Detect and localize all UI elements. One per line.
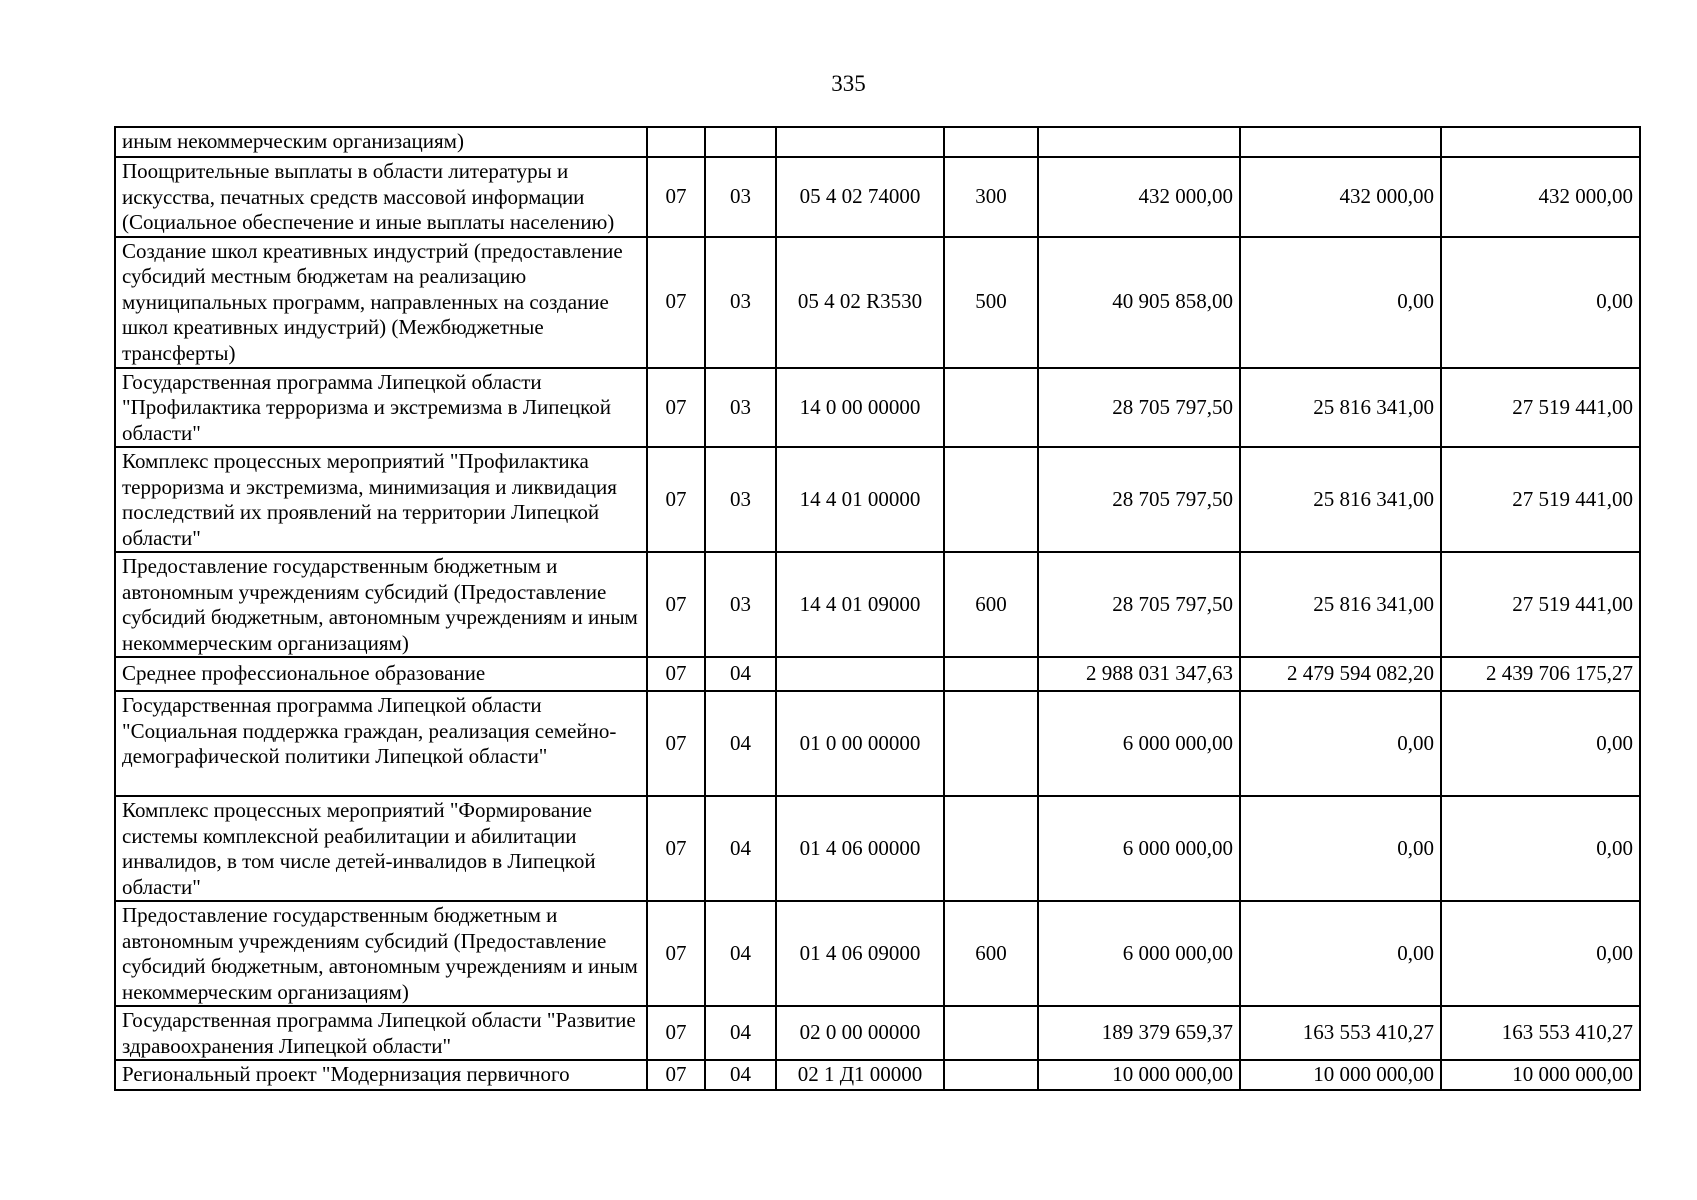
amount-year-2-cell: 432 000,00 xyxy=(1240,157,1441,237)
target-article-cell: 05 4 02 74000 xyxy=(776,157,944,237)
amount-year-1-cell: 6 000 000,00 xyxy=(1038,691,1240,796)
table-body xyxy=(115,127,1640,1090)
expense-type-cell: 600 xyxy=(944,552,1038,657)
target-article-cell: 14 0 00 00000 xyxy=(776,368,944,448)
row-name-cell: Государственная программа Липецкой области "Развитие здравоохранения Липецкой области" xyxy=(115,1006,647,1060)
subsection-cell: 04 xyxy=(705,657,776,691)
amount-year-2-cell: 0,00 xyxy=(1240,237,1441,368)
amount-year-2-cell: 0,00 xyxy=(1240,796,1441,901)
target-article-cell: 01 4 06 00000 xyxy=(776,796,944,901)
table-row xyxy=(115,552,1640,657)
amount-year-1-cell: 6 000 000,00 xyxy=(1038,796,1240,901)
subsection-cell: 03 xyxy=(705,552,776,657)
amount-year-3-cell: 27 519 441,00 xyxy=(1441,552,1640,657)
target-article-cell: 14 4 01 00000 xyxy=(776,447,944,552)
expense-type-cell xyxy=(944,1060,1038,1090)
subsection-cell: 03 xyxy=(705,447,776,552)
subsection-cell: 04 xyxy=(705,901,776,1006)
amount-year-2-cell: 25 816 341,00 xyxy=(1240,552,1441,657)
page-number: 335 xyxy=(831,71,866,96)
budget-table xyxy=(114,126,1641,1091)
row-name-cell: иным некоммерческим организациям) xyxy=(115,127,647,157)
amount-year-2-cell: 0,00 xyxy=(1240,691,1441,796)
section-cell: 07 xyxy=(647,657,705,691)
amount-year-2-cell xyxy=(1240,127,1441,157)
expense-type-cell: 500 xyxy=(944,237,1038,368)
row-name-cell: Комплекс процессных мероприятий "Профилактика терроризма и экстремизма, минимизация и ликвидация последствий их проявлений на территории Липецкой области" xyxy=(115,447,647,552)
table-row xyxy=(115,237,1640,368)
expense-type-cell xyxy=(944,368,1038,448)
amount-year-1-cell: 189 379 659,37 xyxy=(1038,1006,1240,1060)
target-article-cell: 05 4 02 R3530 xyxy=(776,237,944,368)
expense-type-cell: 600 xyxy=(944,901,1038,1006)
row-name-cell: Поощрительные выплаты в области литературы и искусства, печатных средств массовой информации (Социальное обеспечение и иные выплаты населению) xyxy=(115,157,647,237)
table-row xyxy=(115,691,1640,796)
expense-type-cell xyxy=(944,657,1038,691)
subsection-cell: 03 xyxy=(705,157,776,237)
amount-year-2-cell: 163 553 410,27 xyxy=(1240,1006,1441,1060)
row-name-cell: Региональный проект "Модернизация первичного xyxy=(115,1060,647,1090)
amount-year-1-cell: 432 000,00 xyxy=(1038,157,1240,237)
section-cell xyxy=(647,127,705,157)
row-name-cell: Предоставление государственным бюджетным и автономным учреждениям субсидий (Предоставление субсидий бюджетным, автономным учреждениям и иным некоммерческим организациям) xyxy=(115,552,647,657)
table-row xyxy=(115,127,1640,157)
amount-year-3-cell: 27 519 441,00 xyxy=(1441,368,1640,448)
expense-type-cell xyxy=(944,127,1038,157)
target-article-cell xyxy=(776,657,944,691)
section-cell: 07 xyxy=(647,237,705,368)
section-cell: 07 xyxy=(647,691,705,796)
table-row xyxy=(115,1060,1640,1090)
subsection-cell xyxy=(705,127,776,157)
amount-year-3-cell xyxy=(1441,127,1640,157)
amount-year-2-cell: 10 000 000,00 xyxy=(1240,1060,1441,1090)
amount-year-3-cell: 0,00 xyxy=(1441,691,1640,796)
subsection-cell: 04 xyxy=(705,1060,776,1090)
row-name-cell: Предоставление государственным бюджетным и автономным учреждениям субсидий (Предоставление субсидий бюджетным, автономным учреждениям и иным некоммерческим организациям) xyxy=(115,901,647,1006)
target-article-cell: 14 4 01 09000 xyxy=(776,552,944,657)
target-article-cell: 01 0 00 00000 xyxy=(776,691,944,796)
amount-year-3-cell: 0,00 xyxy=(1441,901,1640,1006)
section-cell: 07 xyxy=(647,796,705,901)
expense-type-cell: 300 xyxy=(944,157,1038,237)
amount-year-3-cell: 0,00 xyxy=(1441,796,1640,901)
amount-year-2-cell: 2 479 594 082,20 xyxy=(1240,657,1441,691)
expense-type-cell xyxy=(944,796,1038,901)
section-cell: 07 xyxy=(647,552,705,657)
amount-year-3-cell: 0,00 xyxy=(1441,237,1640,368)
amount-year-1-cell: 28 705 797,50 xyxy=(1038,552,1240,657)
amount-year-1-cell: 28 705 797,50 xyxy=(1038,447,1240,552)
table-row xyxy=(115,901,1640,1006)
table-row xyxy=(115,368,1640,448)
expense-type-cell xyxy=(944,691,1038,796)
amount-year-1-cell: 40 905 858,00 xyxy=(1038,237,1240,368)
row-name-cell: Создание школ креативных индустрий (предоставление субсидий местным бюджетам на реализацию муниципальных программ, направленных на создание школ креативных индустрий) (Межбюджетные трансферты) xyxy=(115,237,647,368)
subsection-cell: 03 xyxy=(705,368,776,448)
section-cell: 07 xyxy=(647,368,705,448)
table-row xyxy=(115,157,1640,237)
amount-year-3-cell: 2 439 706 175,27 xyxy=(1441,657,1640,691)
amount-year-1-cell: 6 000 000,00 xyxy=(1038,901,1240,1006)
row-name-cell: Среднее профессиональное образование xyxy=(115,657,647,691)
section-cell: 07 xyxy=(647,447,705,552)
amount-year-2-cell: 25 816 341,00 xyxy=(1240,447,1441,552)
amount-year-3-cell: 27 519 441,00 xyxy=(1441,447,1640,552)
subsection-cell: 03 xyxy=(705,237,776,368)
amount-year-2-cell: 25 816 341,00 xyxy=(1240,368,1441,448)
section-cell: 07 xyxy=(647,157,705,237)
subsection-cell: 04 xyxy=(705,796,776,901)
expense-type-cell xyxy=(944,1006,1038,1060)
expense-type-cell xyxy=(944,447,1038,552)
row-name-cell: Комплекс процессных мероприятий "Формирование системы комплексной реабилитации и абилитации инвалидов, в том числе детей-инвалидов в Липецкой области" xyxy=(115,796,647,901)
row-name-cell: Государственная программа Липецкой области "Социальная поддержка граждан, реализация семейно-демографической политики Липецкой области" xyxy=(115,691,647,796)
amount-year-1-cell: 28 705 797,50 xyxy=(1038,368,1240,448)
subsection-cell: 04 xyxy=(705,691,776,796)
table-row xyxy=(115,796,1640,901)
subsection-cell: 04 xyxy=(705,1006,776,1060)
section-cell: 07 xyxy=(647,901,705,1006)
row-name-cell: Государственная программа Липецкой области "Профилактика терроризма и экстремизма в Липецкой области" xyxy=(115,368,647,448)
target-article-cell xyxy=(776,127,944,157)
section-cell: 07 xyxy=(647,1060,705,1090)
amount-year-3-cell: 432 000,00 xyxy=(1441,157,1640,237)
target-article-cell: 02 1 Д1 00000 xyxy=(776,1060,944,1090)
target-article-cell: 02 0 00 00000 xyxy=(776,1006,944,1060)
amount-year-3-cell: 10 000 000,00 xyxy=(1441,1060,1640,1090)
amount-year-3-cell: 163 553 410,27 xyxy=(1441,1006,1640,1060)
table-row xyxy=(115,1006,1640,1060)
amount-year-1-cell: 2 988 031 347,63 xyxy=(1038,657,1240,691)
amount-year-2-cell: 0,00 xyxy=(1240,901,1441,1006)
table-row xyxy=(115,657,1640,691)
target-article-cell: 01 4 06 09000 xyxy=(776,901,944,1006)
table-row xyxy=(115,447,1640,552)
section-cell: 07 xyxy=(647,1006,705,1060)
amount-year-1-cell xyxy=(1038,127,1240,157)
amount-year-1-cell: 10 000 000,00 xyxy=(1038,1060,1240,1090)
